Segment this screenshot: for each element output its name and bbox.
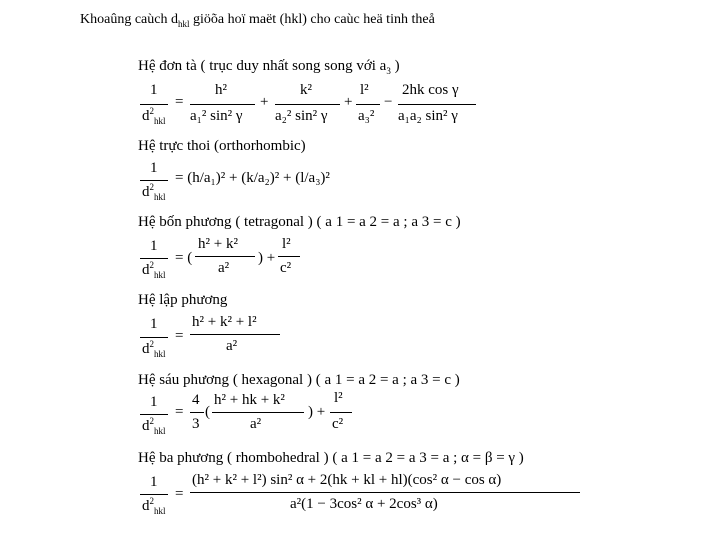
title-sub: hkl (177, 18, 190, 29)
lhs-num: 1 (150, 82, 158, 98)
plus-sign: + (260, 94, 269, 110)
hex-c: c² (332, 416, 344, 432)
lhs-bar (140, 494, 168, 495)
equals-sign: = (175, 486, 184, 502)
hex-coef-bar (190, 412, 204, 413)
section-note: ( trục duy nhất song song với a (200, 58, 387, 74)
lhs-bar (140, 104, 168, 105)
hex-den: a² (250, 416, 262, 432)
plus-sign: ) + (258, 250, 276, 266)
section-name: Hệ lập phương (138, 292, 228, 308)
tetra-den: a² (218, 260, 230, 276)
hex-coef: 4 (192, 392, 200, 408)
lhs-bar (140, 414, 168, 415)
tetra-c: c² (280, 260, 292, 276)
term-num: h² (215, 82, 227, 98)
hex-l: l² (334, 390, 343, 406)
section-cond: 1 = a 2 = a ; a 3 = c ) (334, 372, 460, 388)
cubic-bar (190, 334, 280, 335)
tetra-num: h² + k² (198, 236, 238, 252)
section-tetragonal (138, 214, 461, 231)
lhs-den: $d^2_{hkl}$ (142, 339, 166, 359)
lhs-den: $d^2_{hkl}$ (142, 416, 166, 436)
section-orthorhombic (138, 138, 306, 155)
section-note: ( rhombohedral ) ( a 1 = a 2 = a 3 = a ; α = β = γ ) (226, 450, 524, 466)
section-name: Hệ sáu phương (138, 372, 230, 388)
lhs-bar (140, 180, 168, 181)
section-note: (orthorhombic) (214, 138, 306, 154)
equals-sign: = (175, 94, 184, 110)
lhs-num: 1 (150, 394, 158, 410)
paren: ( (205, 404, 210, 420)
lhs-num: 1 (150, 316, 158, 332)
lhs-den: $d^2_{hkl}$ (142, 106, 166, 126)
equals-sign: = (175, 404, 184, 420)
term-den: a₁a₂ sin² γ (398, 108, 458, 124)
section-note: ( hexagonal ) ( a (232, 372, 332, 388)
minus-sign: − (384, 94, 393, 110)
lhs-bar (140, 337, 168, 338)
section-cubic (138, 292, 227, 309)
tetra-l: l² (282, 236, 291, 252)
term-bar (398, 104, 476, 105)
lhs-num: 1 (150, 160, 158, 176)
section-name: Hệ đơn tà (138, 58, 197, 74)
tetra-bar (195, 256, 255, 257)
term-bar (275, 104, 340, 105)
term-den: a₁² sin² γ (190, 108, 243, 124)
rhombo-den: a²(1 − 3cos² α + 2cos³ α) (290, 496, 438, 512)
plus-sign: ) + (308, 404, 326, 420)
section-note-sub: 3 (386, 66, 391, 76)
section-note: ( tetragonal ) ( a (235, 214, 332, 230)
term-num: 2hk cos γ (402, 82, 459, 98)
ortho-formula: = (h/a₁)² + (k/a₂)² + (l/a₃)² (175, 170, 330, 186)
section-monoclinic (138, 58, 400, 76)
section-note-end: ) (390, 58, 400, 74)
term-bar (190, 104, 255, 105)
term-den: a₃² (358, 108, 375, 124)
term-bar (356, 104, 380, 105)
rhombo-bar (190, 492, 580, 493)
section-cond: 1 = a 2 = a ; a 3 = c ) (335, 214, 461, 230)
hex-coef-den: 3 (192, 416, 200, 432)
section-hexagonal (138, 372, 460, 389)
equals-sign: = (175, 328, 184, 344)
hex-num: h² + hk + k² (214, 392, 285, 408)
cubic-num: h² + k² + l² (192, 314, 257, 330)
lhs-num: 1 (150, 474, 158, 490)
lhs-num: 1 (150, 238, 158, 254)
term-num: k² (300, 82, 312, 98)
section-name: Hệ ba phương (138, 450, 224, 466)
term-num: l² (360, 82, 369, 98)
rhombo-num: (h² + k² + l²) sin² α + 2(hk + kl + hl)(cos² α − cos α) (192, 472, 502, 488)
equals-sign: = ( (175, 250, 193, 266)
section-rhombohedral (138, 450, 524, 467)
section-name: Hệ bốn phương (138, 214, 232, 230)
tetra-bar2 (278, 256, 300, 257)
lhs-den: $d^2_{hkl}$ (142, 260, 166, 280)
section-name: Hệ trực thoi (138, 138, 211, 154)
title-text: Khoaûng caùch d (80, 12, 178, 27)
lhs-den: $d^2_{hkl}$ (142, 182, 166, 202)
lhs-bar (140, 258, 168, 259)
hex-bar (212, 412, 304, 413)
page-title (80, 12, 435, 29)
title-rest: giöõa hoï maët (hkl) cho caùc heä tinh theå (189, 12, 435, 27)
hex-bar2 (330, 412, 352, 413)
cubic-den: a² (226, 338, 238, 354)
plus-sign: + (344, 94, 353, 110)
lhs-den: $d^2_{hkl}$ (142, 496, 166, 516)
term-den: a₂² sin² γ (275, 108, 328, 124)
